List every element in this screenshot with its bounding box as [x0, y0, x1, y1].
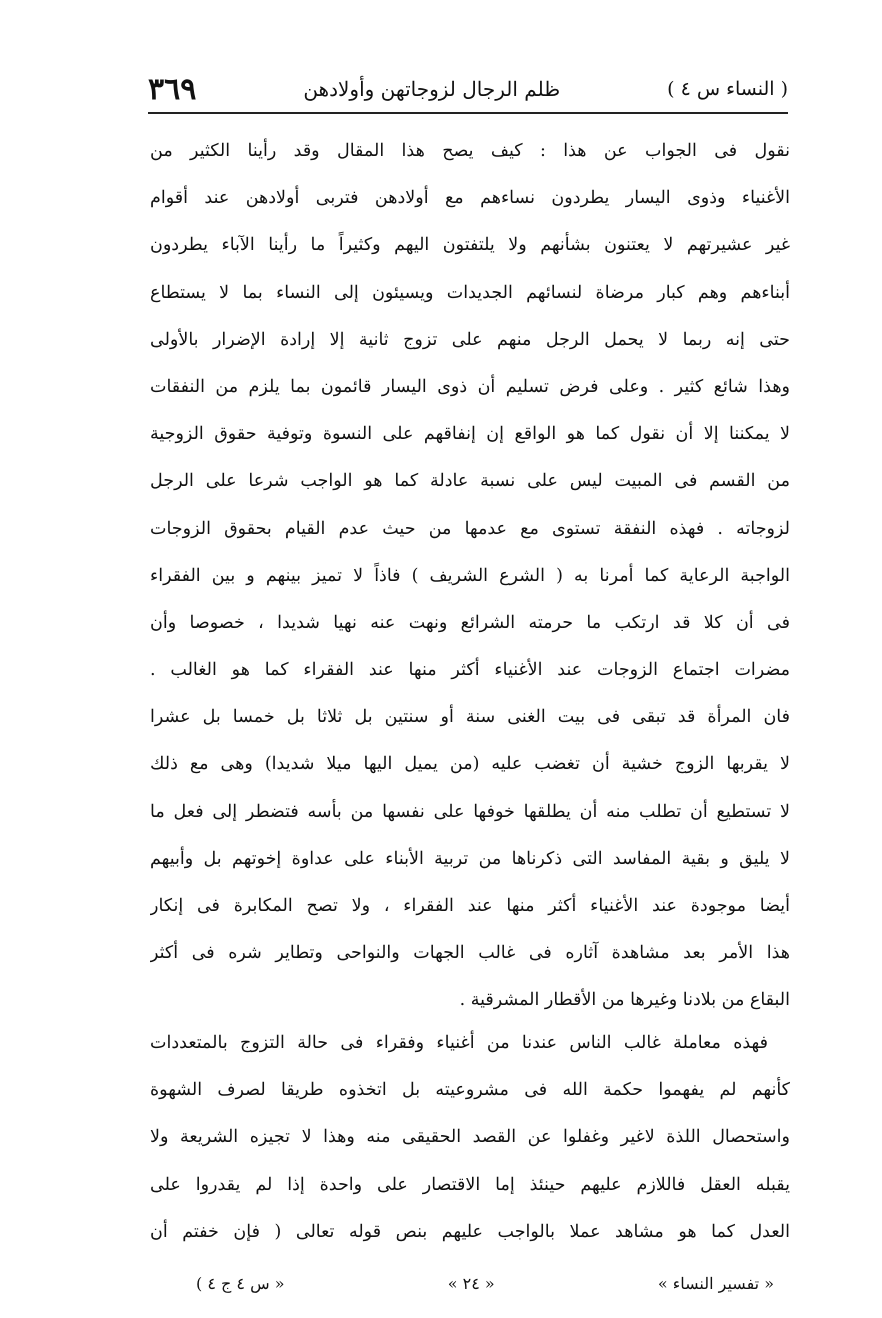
page-number: ٣٦٩ [148, 71, 197, 107]
page-header [148, 66, 788, 114]
text-line: نقول فى الجواب عن هذا : كيف يصح هذا المقال وقد رأينا الكثير من [150, 141, 790, 161]
text-line: غير عشيرتهم لا يعتنون بشأنهم ولا يلتفتون اليهم وكثيراً ما رأينا الآباء يطردون [150, 235, 790, 256]
text-line: أيضا موجودة عند الأغنياء أكثر منها عند الفقراء ، ولا تصح المكابرة فى إنكار [150, 896, 790, 916]
text-line: فى أن كلا قد ارتكب ما حرمته الشرائع ونهت عنه نهيا شديدا ، خصوصا وأن [150, 612, 790, 633]
text-line: فهذه معاملة غالب الناس عندنا من أغنياء وفقراء فى حالة التزوج بالمتعددات [150, 1033, 768, 1053]
running-title: ظلم الرجال لزوجاتهن وأولادهن [303, 77, 561, 101]
text-line: لزوجاته . فهذه النفقة تستوى مع عدمها من حيث عدم القيام بحقوق الزوجات [150, 518, 790, 539]
text-line: العدل كما هو مشاهد عملا بالواجب عليهم بنص قوله تعالى ( فإن خفتم أن [150, 1221, 790, 1242]
text-line: لا يقربها الزوج خشية أن تغضب عليه (من يميل اليها ميلا شديدا) وهى مع ذلك [150, 754, 790, 775]
text-line: لا يمكننا إلا أن نقول كما هو الواقع إن إنفاقهم على النسوة وتوفية حقوق الزوجية [150, 424, 790, 445]
text-line: وهذا شائع كثير . وعلى فرض تسليم أن ذوى اليسار قائمون بما يلزم من النفقات [150, 376, 790, 397]
paragraph-2 [150, 1020, 790, 1256]
footer-signature: « ٢٤ » [447, 1273, 495, 1293]
footer-book-title: « تفسير النساء » [657, 1273, 774, 1293]
text-line: أبناءهم وهم كبار مرضاة لنسائهم الجديدات ويسيئون إلى النساء بما لا يستطاع [150, 282, 790, 303]
text-line: لا تستطيع أن تطلب منه أن يطلقها خوفها على نفسها من بأسه فتضطر إلى فعل ما [150, 801, 790, 822]
footer-volume-ref: « س ٤ ج ٤ ) [196, 1273, 285, 1293]
text-line: من القسم فى المبيت ليس على نسبة عادلة كما هو الواجب شرعا على الرجل [150, 471, 790, 492]
text-line: مضرات اجتماع الزوجات عند الأغنياء أكثر منها عند الفقراء كما هو الغالب . [150, 660, 790, 681]
text-line: حتى إنه ربما لا يحمل الرجل منهم على تزوج ثانية إلا إرادة الإضرار بالأولى [150, 329, 790, 350]
text-line: واستحصال اللذة لاغير وغفلوا عن القصد الحقيقى منه وهذا لا تجيزه الشريعة ولا [150, 1127, 790, 1148]
text-line: هذا الأمر بعد مشاهدة آثاره فى غالب الجهات والنواحى وتطاير شره فى أكثر [150, 943, 790, 964]
surah-reference: ( النساء س ٤ ) [667, 78, 788, 100]
text-line: فان المرأة قد تبقى فى بيت الغنى سنة أو سنتين بل ثلاثا بل خمسا بل عشرا [150, 707, 790, 728]
text-line: البقاع من بلادنا وغيرها من الأقطار المشرقية . [459, 990, 790, 1011]
text-line: الأغنياء وذوى اليسار يطردون نساءهم مع أولادهن فتربى أولادهن عند أقوام [150, 188, 790, 209]
text-line: الواجبة الرعاية كما أمرنا به ( الشرع الشريف ) فاذاً لا تميز بينهم و بين الفقراء [150, 565, 790, 586]
text-line: كأنهم لم يفهموا حكمة الله فى مشروعيته بل اتخذوه طريقا لصرف الشهوة [150, 1080, 790, 1101]
paragraph-1 [150, 128, 790, 1025]
page-footer [196, 1268, 774, 1298]
text-line: يقبله العقل فاللازم عليهم حينئذ إما الاقتصار على واحدة إذا لم يقدروا على [150, 1174, 790, 1195]
text-line: لا يليق و بقية المفاسد التى ذكرناها من تربية الأبناء على عداوة إخوتهم بل وأبيهم [150, 848, 790, 869]
